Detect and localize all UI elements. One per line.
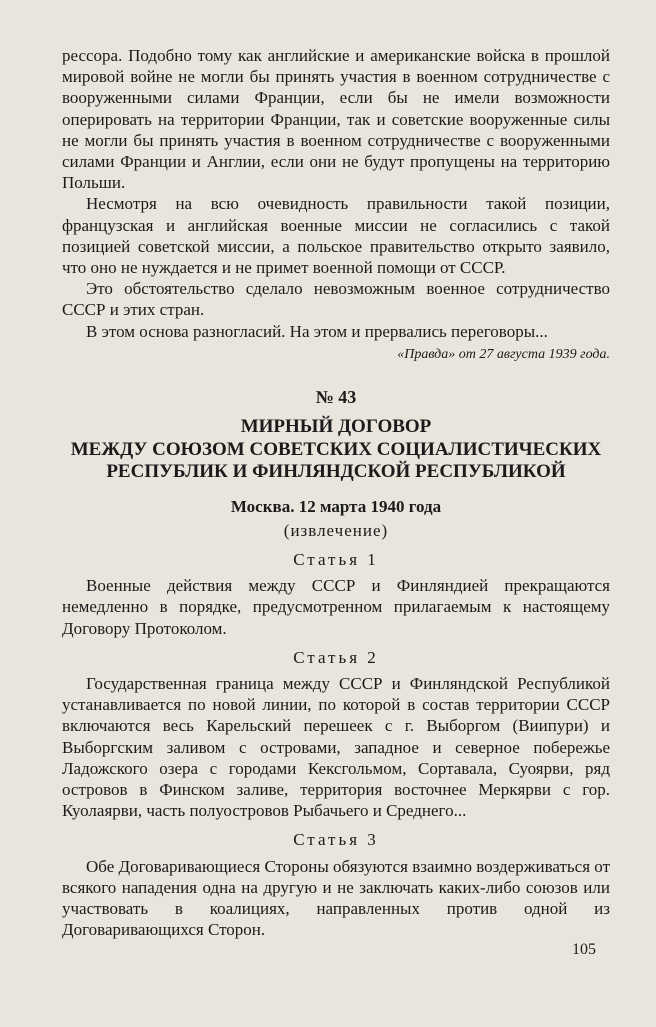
place-date: Москва. 12 марта 1940 года [230,496,442,516]
source-citation: «Правда» от 27 августа 1939 года. [397,346,610,362]
article-2-heading: Статья 2 [293,647,379,667]
intro-paragraph-2: Несмотря на всю очевидность правильности такой позиции, французская и английская военные миссии не согласились с такой позицией советской миссии, а польское правительство открыто заявило, что оно не нуждается и не примет военной помощи от СССР. [62,194,610,278]
document-title-line-1: МИРНЫЙ ДОГОВОР [240,416,432,438]
intro-paragraph-3: Это обстоятельство сделало невозможным военное сотрудничество СССР и этих стран. [62,279,610,320]
article-1-heading: Статья 1 [293,549,379,569]
article-2-text: Государственная граница между СССР и Финляндской Республикой устанавливается по новой линии, по которой в состав территории СССР включаются весь Карельский перешеек с г. Выборгом (Виипури) и Выборгским заливом с островами, западное и северное побережье Ладожского озера с городами Кексгольмом, Сортавала, Суоярви, ряд островов в Финском заливе, территория восточнее Меркярви с гор. Куолаярви, часть полуостровов Рыбачьего и Среднего... [62,673,610,821]
extract-note: (извлечение) [283,520,389,540]
intro-paragraph-1: рессора. Подобно тому как английские и американские войска в прошлой мировой войне не могли бы принять участия в военном сотрудничестве с вооруженными силами Франции, если бы не имели возможности оперировать на территории Франции, так и советские вооруженные силы не могли бы принять участия в военном сотрудничестве с вооруженными силами Франции и Англии, если они не будут пропущены на территорию Польши. [62,46,610,193]
intro-paragraph-4: В этом основа разногласий. На этом и прервались переговоры... [86,321,548,341]
page-number: 105 [572,941,596,958]
document-number: № 43 [315,386,357,407]
page-text [62,45,610,940]
article-3-heading: Статья 3 [293,830,379,850]
article-1-text: Военные действия между СССР и Финляндией прекращаются немедленно в порядке, предусмотренном прилагаемым к настоящему Договору Протоколом. [62,576,610,638]
document-title-line-3: РЕСПУБЛИК И ФИНЛЯНДСКОЙ РЕСПУБЛИКОЙ [106,461,566,483]
document-title-line-2: МЕЖДУ СОЮЗОМ СОВЕТСКИХ СОЦИАЛИСТИЧЕСКИХ [70,438,602,460]
article-3-text: Обе Договаривающиеся Стороны обязуются взаимно воздерживаться от всякого нападения одна на другую и не заключать каких-либо союзов или участвовать в коалициях, направленных против одной из Договаривающихся Сторон. [62,856,610,940]
